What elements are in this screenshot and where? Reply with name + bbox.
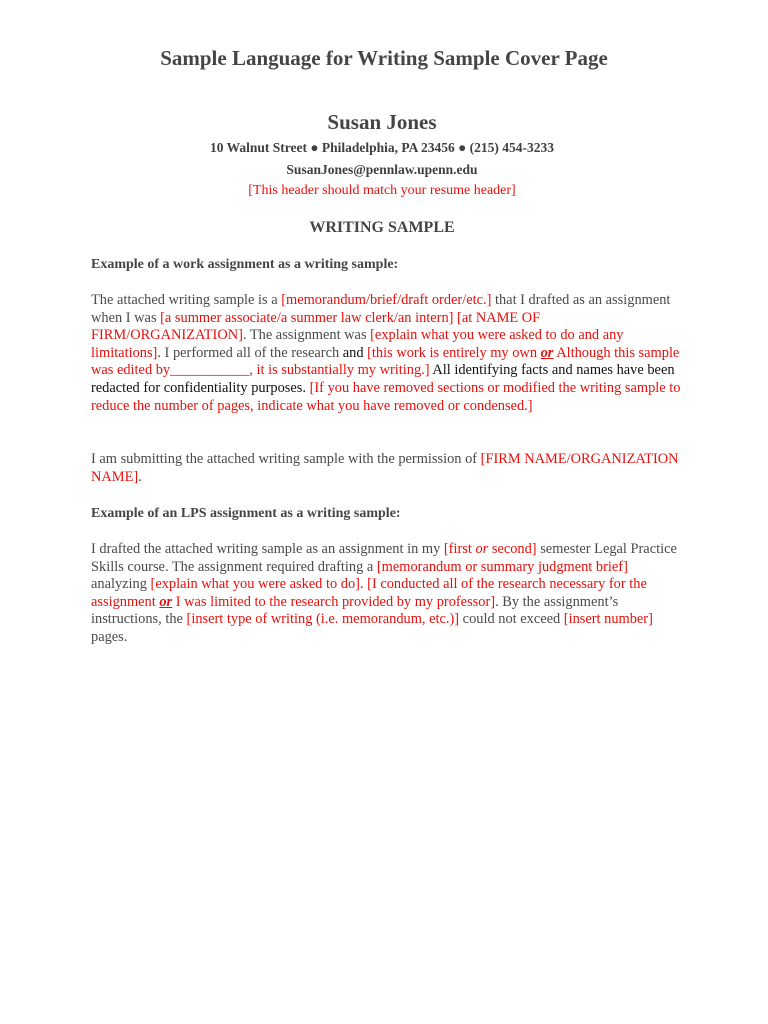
placeholder-text: [explain what you were asked to do and any limitations] — [91, 327, 624, 361]
placeholder-text: [insert type of writing (i.e. memorandum, etc.)] — [186, 611, 460, 628]
lps-paragraph-1 — [91, 541, 681, 647]
text: . By the assignment’s instructions, the — [91, 593, 619, 628]
text: and — [342, 344, 364, 361]
or-emphasis: or — [540, 344, 554, 361]
placeholder-text: Although this sample was edited by___________, it is substantially my writing.] — [91, 344, 680, 379]
work-example-heading: Example of a work assignment as a writing sample: — [91, 257, 399, 272]
work-paragraph-1 — [91, 292, 681, 415]
placeholder-text: [at NAME OF FIRM/ORGANIZATION] — [91, 309, 541, 344]
text: could not exceed — [459, 611, 564, 628]
or-emphasis: or — [159, 593, 173, 610]
address-line: 10 Walnut Street ● Philadelphia, PA 23456 ● (215) 454-3233 — [209, 140, 555, 155]
placeholder-text: [FIRM NAME/ORGANIZATION NAME] — [91, 451, 679, 485]
lps-example-heading: Example of an LPS assignment as a writing sample: — [91, 506, 401, 521]
placeholder-text: [memorandum/brief/draft order/etc.] — [281, 292, 492, 308]
or-emphasis: or — [475, 541, 489, 557]
text: I drafted the attached writing sample as an assignment in my — [91, 541, 444, 557]
text: . — [359, 576, 368, 593]
placeholder-text: [insert number] — [563, 611, 653, 628]
placeholder-text: [this work is entirely my own — [367, 344, 541, 361]
applicant-name: Susan Jones — [327, 110, 437, 134]
text: . I performed all of the research — [157, 344, 343, 361]
text: pages. — [91, 628, 128, 645]
text: . — [138, 468, 142, 485]
page-title: Sample Language for Writing Sample Cover Page — [160, 46, 608, 70]
text: All identifying facts and names have been redacted for confidentiality purposes. — [91, 362, 675, 396]
placeholder-text: [explain what you were asked to do] — [150, 576, 360, 593]
email-line: SusanJones@pennlaw.upenn.edu — [286, 162, 478, 177]
header-note: [This header should match your resume header] — [248, 183, 516, 198]
placeholder-text: [memorandum or summary judgment brief] — [376, 558, 628, 575]
work-paragraph-2 — [91, 451, 681, 486]
placeholder-text: [a summer associate/a summer law clerk/an intern] — [160, 309, 454, 326]
text: . The assignment was — [242, 327, 371, 344]
placeholder-text: [I conducted all of the research necessary for the assignment — [91, 576, 647, 610]
section-heading: WRITING SAMPLE — [309, 219, 455, 236]
text: I am submitting the attached writing sample with the permission of — [91, 451, 481, 467]
placeholder-text: second] — [488, 541, 537, 557]
placeholder-text: [If you have removed sections or modified the writing sample to reduce the number of pages, indicate what you have removed or condensed.] — [91, 379, 681, 414]
placeholder-text: [first — [443, 541, 476, 557]
text: analyzing — [91, 576, 151, 593]
placeholder-text: I was limited to the research provided by my professor] — [172, 593, 496, 610]
text: The attached writing sample is a — [91, 292, 282, 308]
text: semester Legal Practice Skills course. The assignment required drafting a — [91, 541, 677, 575]
text: that I drafted as an assignment when I was — [91, 292, 671, 326]
